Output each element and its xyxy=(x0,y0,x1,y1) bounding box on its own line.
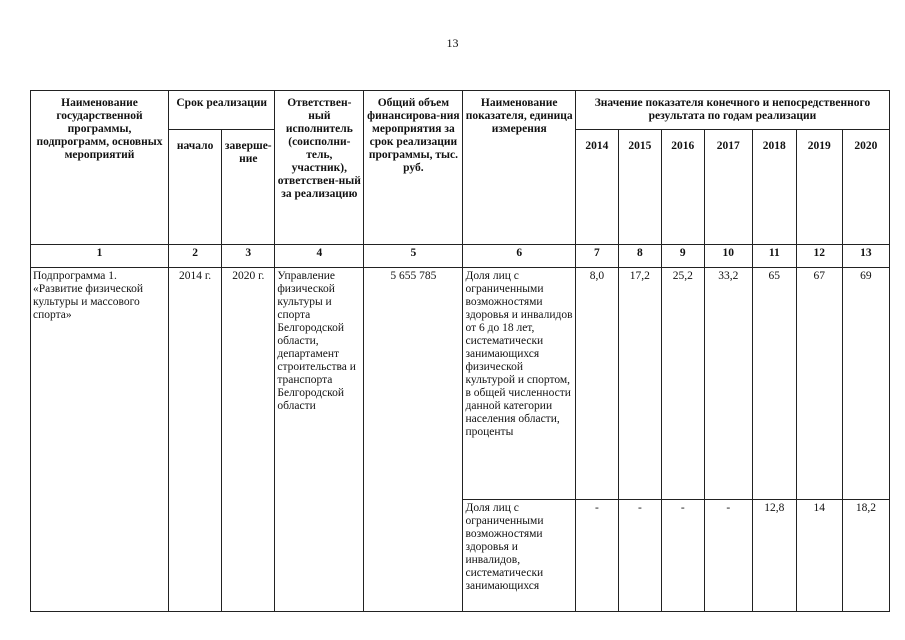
start-year: 2014 г. xyxy=(169,268,222,612)
column-number-row xyxy=(31,245,890,268)
column-number: 9 xyxy=(661,245,704,268)
column-number: 5 xyxy=(364,245,463,268)
subprogram-name: Подпрограмма 1. «Развитие физической культуры и массового спорта» xyxy=(31,268,169,612)
executor: Управление физической культуры и спорта Белгородской области, департамент строительства и транспорта Белгородской области xyxy=(275,268,364,612)
financing-total: 5 655 785 xyxy=(364,268,463,612)
column-number: 7 xyxy=(575,245,618,268)
column-number: 4 xyxy=(275,245,364,268)
column-number: 8 xyxy=(618,245,661,268)
table-row xyxy=(31,268,890,500)
indicator-value: 12,8 xyxy=(752,500,796,612)
indicator-value: 17,2 xyxy=(618,268,661,500)
indicator-value: - xyxy=(704,500,752,612)
indicator-value: 25,2 xyxy=(661,268,704,500)
program-table xyxy=(30,90,890,612)
indicator-value: - xyxy=(618,500,661,612)
indicator-value: 14 xyxy=(796,500,842,612)
indicator-value: 65 xyxy=(752,268,796,500)
indicator-value: 33,2 xyxy=(704,268,752,500)
indicator-value: - xyxy=(575,500,618,612)
column-number: 6 xyxy=(463,245,575,268)
page-number: 13 xyxy=(446,36,459,50)
header-financing: Общий объем финансирова-ния мероприятия за срок реализации программы, тыс. руб. xyxy=(364,91,463,245)
header-name: Наименование государственной программы, подпрограмм, основных мероприятий xyxy=(31,91,169,245)
header-year-2020: 2020 xyxy=(842,130,889,245)
end-year: 2020 г. xyxy=(222,268,275,612)
indicator-value: 67 xyxy=(796,268,842,500)
column-number: 12 xyxy=(796,245,842,268)
header-start: начало xyxy=(169,130,222,245)
column-number: 2 xyxy=(169,245,222,268)
column-number: 1 xyxy=(31,245,169,268)
indicator-value: - xyxy=(661,500,704,612)
indicator-name: Доля лиц с ограниченными возможностями здоровья и инвалидов, систематически занимающихся xyxy=(463,500,575,612)
column-number: 13 xyxy=(842,245,889,268)
column-number: 10 xyxy=(704,245,752,268)
column-number: 3 xyxy=(222,245,275,268)
header-year-2019: 2019 xyxy=(796,130,842,245)
header-indicator: Наименование показателя, единица измерения xyxy=(463,91,575,245)
indicator-name: Доля лиц с ограниченными возможностями здоровья и инвалидов от 6 до 18 лет, систематически занимающихся физической культурой и спортом, в общей численности данной категории населения области, проценты xyxy=(463,268,575,500)
header-year-2018: 2018 xyxy=(752,130,796,245)
column-number: 11 xyxy=(752,245,796,268)
header-year-2017: 2017 xyxy=(704,130,752,245)
header-year-2014: 2014 xyxy=(575,130,618,245)
header-year-2016: 2016 xyxy=(661,130,704,245)
indicator-value: 18,2 xyxy=(842,500,889,612)
header-end: заверше-ние xyxy=(222,130,275,245)
indicator-value: 69 xyxy=(842,268,889,500)
header-year-2015: 2015 xyxy=(618,130,661,245)
indicator-value: 8,0 xyxy=(575,268,618,500)
header-values: Значение показателя конечного и непосредственного результата по годам реализации xyxy=(575,91,889,130)
header-executor: Ответствен-ный исполнитель (соисполни-тель, участник), ответствен-ный за реализацию xyxy=(275,91,364,245)
header-row-1 xyxy=(31,91,890,130)
header-period: Срок реализации xyxy=(169,91,275,130)
